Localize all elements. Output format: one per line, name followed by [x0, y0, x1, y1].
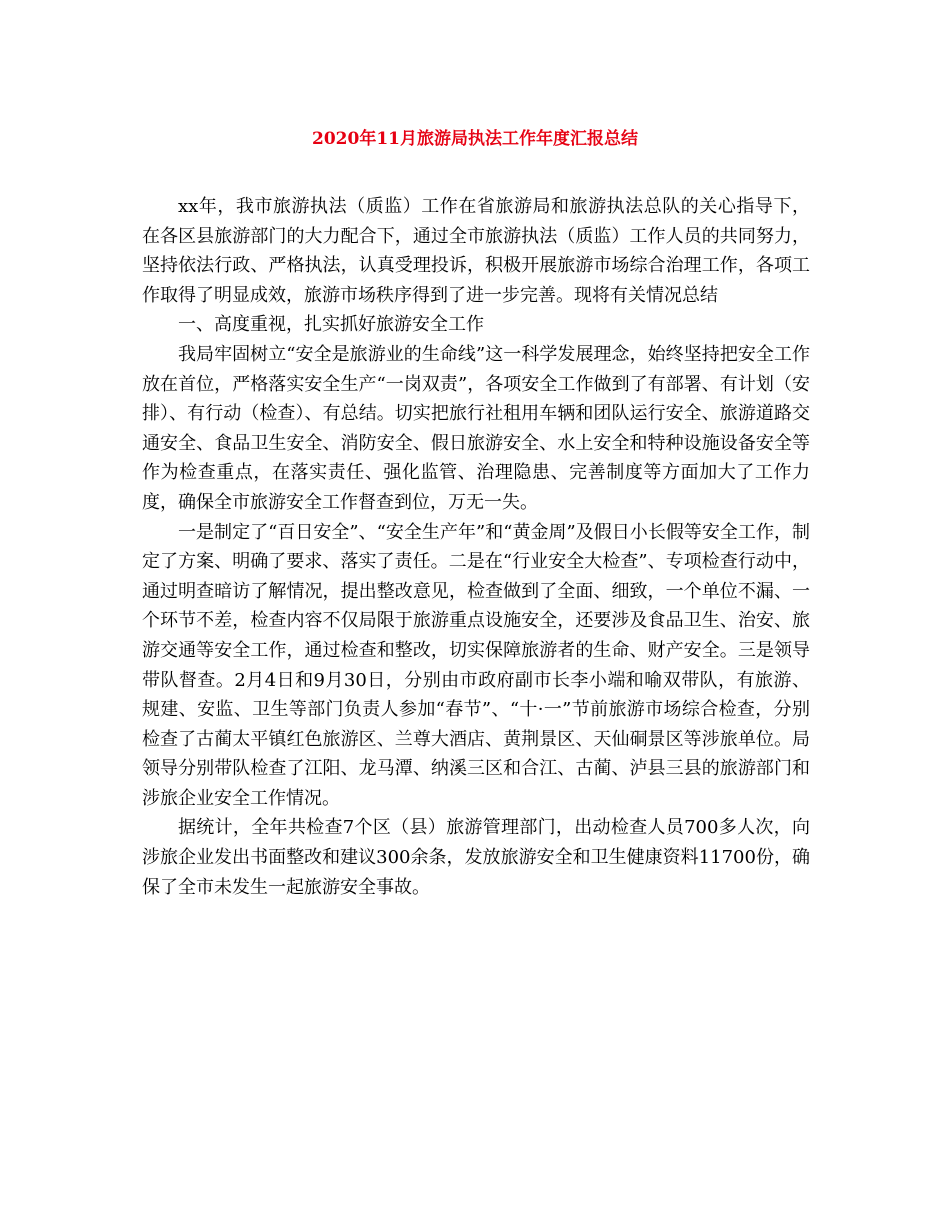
paragraph-statistics: 据统计，全年共检查7个区（县）旅游管理部门，出动检查人员700多人次，向涉旅企业发出书面整改和建议300余条，发放旅游安全和卫生健康资料11700份，确保了全市未发生一起旅游安全事故。 [142, 817, 810, 898]
document-title: 2020年11月旅游局执法工作年度汇报总结 [312, 129, 638, 149]
paragraph-safety-measures: 一是制定了“百日安全”、“安全生产年”和“黄金周”及假日小长假等安全工作，制定了方案、明确了要求、落实了责任。二是在“行业安全大检查”、专项检查行动中，通过明查暗访了解情况，提出整改意见，检查做到了全面、细致，一个单位不漏、一个环节不差，检查内容不仅局限于旅游重点设施安全，还要涉及食品卫生、治安、旅游交通等安全工作，通过检查和整改，切实保障旅游者的生命、财产安全。三是领导带队督查。2月4日和9月30日，分别由市政府副市长李小端和喻双带队，有旅游、规建、安监、卫生等部门负责人参加“春节”、“十·一”节前旅游市场综合检查，分别检查了古蔺太平镇红色旅游区、兰尊大酒店、黄荆景区、天仙硐景区等涉旅单位。局领导分别带队检查了江阳、龙马潭、纳溪三区和合江、古蔺、泸县三县的旅游部门和涉旅企业安全工作情况。 [142, 521, 810, 809]
paragraph-safety-philosophy: 我局牢固树立“安全是旅游业的生命线”这一科学发展理念，始终坚持把安全工作放在首位，严格落实安全生产“一岗双责”，各项安全工作做到了有部署、有计划（安排）、有行动（检查）、有总结。切实把旅行社租用车辆和团队运行安全、旅游道路交通安全、食品卫生安全、消防安全、假日旅游安全、水上安全和特种设施设备安全等作为检查重点，在落实责任、强化监管、治理隐患、完善制度等方面加大了工作力度，确保全市旅游安全工作督查到位，万无一失。 [142, 343, 810, 513]
document-body [142, 192, 810, 902]
section-heading-1: 一、高度重视，扎实抓好旅游安全工作 [178, 314, 484, 336]
paragraph-intro: xx年，我市旅游执法（质监）工作在省旅游局和旅游执法总队的关心指导下，在各区县旅游部门的大力配合下，通过全市旅游执法（质监）工作人员的共同努力，坚持依法行政、严格执法，认真受理投诉，积极开展旅游市场综合治理工作，各项工作取得了明显成效，旅游市场秩序得到了进一步完善。现将有关情况总结 [142, 196, 810, 306]
